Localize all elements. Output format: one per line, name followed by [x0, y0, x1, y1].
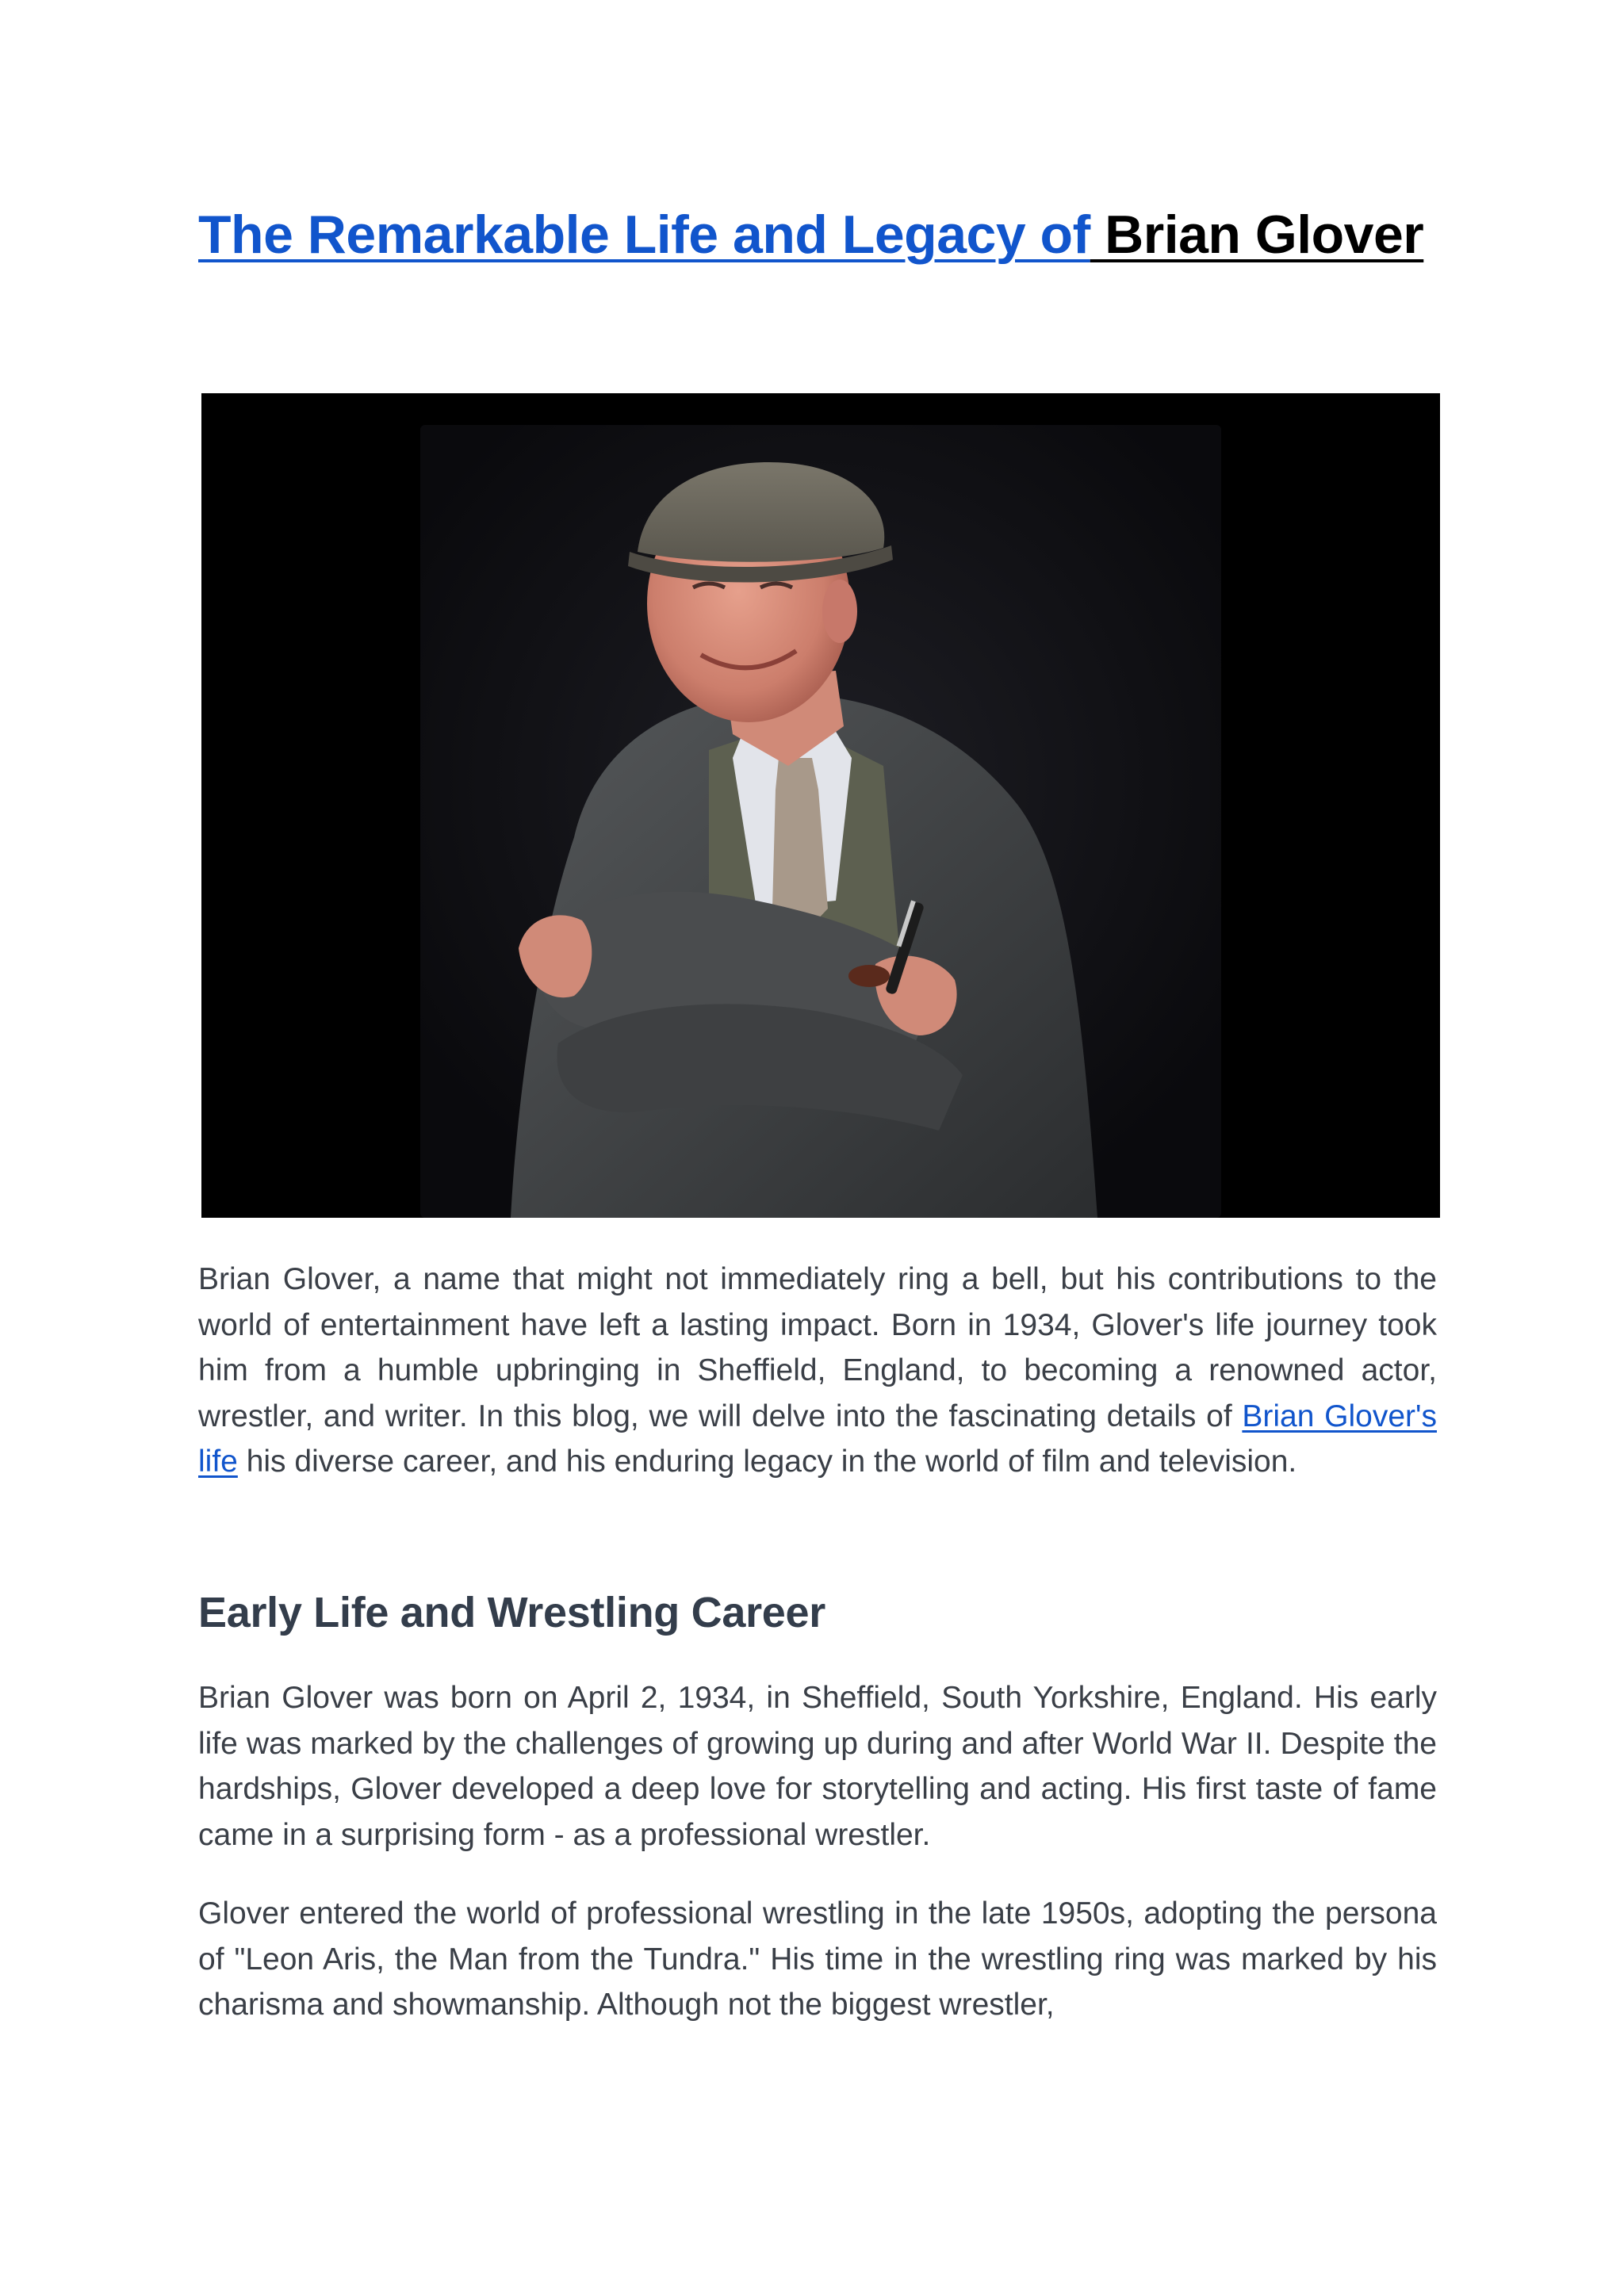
article-title-link[interactable]: The Remarkable Life and Legacy of — [198, 205, 1090, 265]
article-title — [198, 195, 1435, 274]
brian-glover-life-link[interactable]: Brian Glover's life — [198, 1399, 1437, 1479]
intro-text: Brian Glover, a name that might not immediately ring a bell, but his contributions to the world of entertainment have left a lasting impact. Born in 1934, Glover's life journey took him from a humble upbringing in Sheffield, England, to becoming a renowned actor, wrestler, and writer. In this blog, we will delve into the fascinating details of — [198, 1262, 1437, 1433]
early-life-paragraph: Brian Glover was born on April 2, 1934, in Sheffield, South Yorkshire, England. His early life was marked by the challenges of growing up during and after World War II. Despite the hardships, Glover developed a deep love for storytelling and acting. His first taste of fame came in a surprising form - as a professional wrestler. — [198, 1681, 1437, 1852]
wrestling-paragraph: Glover entered the world of professional wrestling in the late 1950s, adopting the persona of "Leon Aris, the Man from the Tundra." His time in the wrestling ring was marked by his charisma and showmanship. Although not the biggest wrestler, — [198, 1896, 1437, 2022]
brian-glover-photo — [201, 393, 1440, 1218]
intro-text-continued: his diverse career, and his enduring legacy in the world of film and television. — [237, 1445, 1297, 1479]
intro-paragraph — [198, 1257, 1437, 1485]
article-title-rest: Brian Glover — [1090, 205, 1424, 265]
section-heading: Early Life and Wrestling Career — [198, 1589, 825, 1636]
